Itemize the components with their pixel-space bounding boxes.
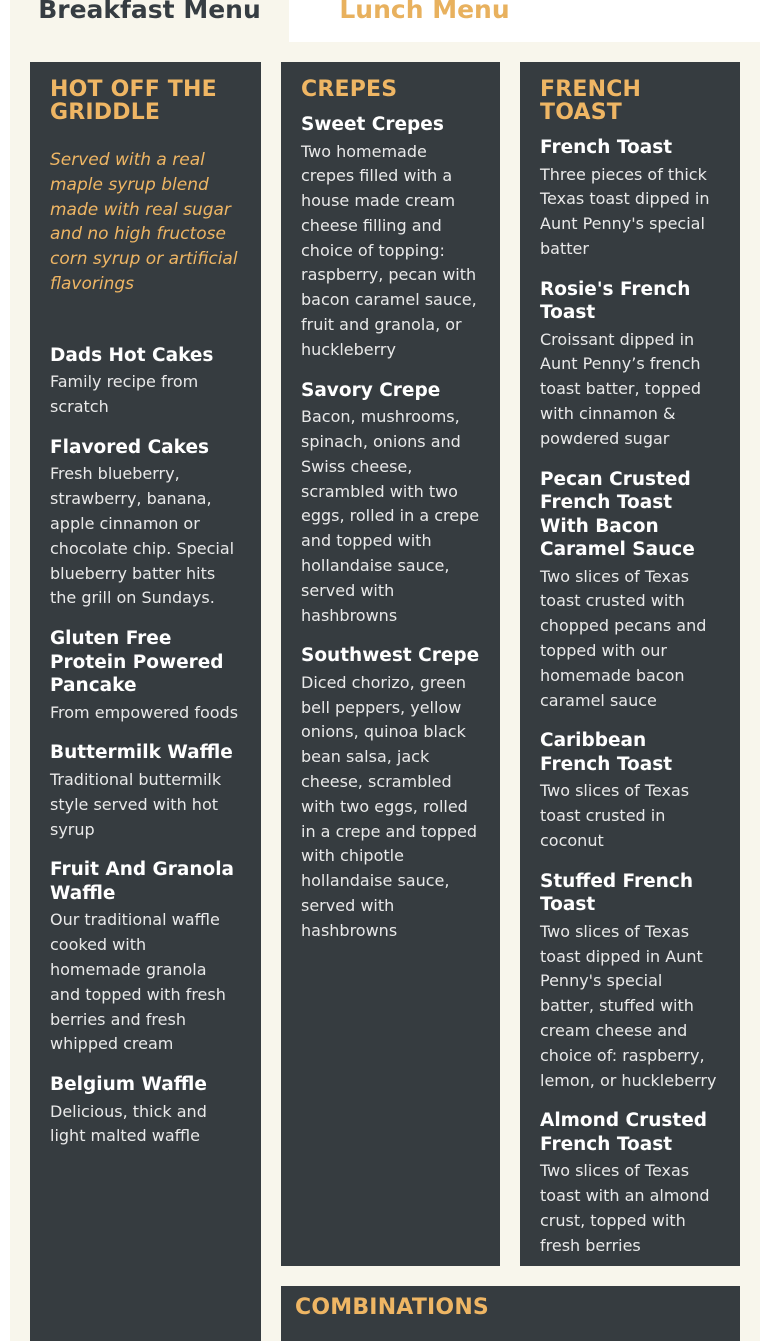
menu-tabs [10, 0, 760, 42]
menu-item-name: Fruit And Granola Waffle [50, 859, 235, 904]
tab-breakfast-menu[interactable]: Breakfast Menu [10, 0, 289, 42]
menu-item-description: From empowered foods [50, 702, 239, 722]
menu-item-description: Traditional buttermilk style served with hot syrup [50, 769, 222, 839]
menu-item-description: Fresh blueberry, strawberry, banana, apple cinnamon or chocolate chip. Special blueberry batter hits the grill on Sundays. [50, 464, 235, 608]
menu-item [540, 870, 720, 1094]
menu-item [301, 644, 480, 943]
section-french-toast [520, 62, 740, 1266]
menu-item [50, 741, 241, 842]
menu-item-name: Stuffed French Toast [540, 870, 693, 916]
section-combinations [281, 1286, 740, 1341]
menu-item-name: Savory Crepe [301, 379, 441, 401]
section-title: FRENCH TOAST [540, 77, 642, 125]
menu-item-description: Family recipe from scratch [50, 372, 199, 417]
menu-item [50, 858, 241, 1057]
menu-item-description: Two homemade crepes filled with a house made cream cheese filling and choice of topping: raspberry, pecan with bacon caramel sauce, fruit and granola, or huckleberry [301, 141, 477, 359]
menu-item-name: Dads Hot Cakes [50, 344, 214, 366]
menu-item [50, 344, 241, 420]
section-crepes [281, 62, 500, 1266]
menu-item-description: Two slices of Texas toast crusted with chopped pecans and topped with our homemade bacon caramel sauce [540, 566, 707, 710]
menu-item-description: Two slices of Texas toast crusted in coconut [540, 781, 690, 851]
menu-item-name: Flavored Cakes [50, 436, 210, 458]
menu-item-description: Diced chorizo, green bell peppers, yellow onions, quinoa black bean salsa, jack cheese, scrambled with two eggs, rolled in a crepe and topped with chipotle hollandaise sauce, served with hashbrowns [301, 672, 478, 940]
section-hot-off-the-griddle [30, 62, 261, 1341]
menu-item-name: Buttermilk Waffle [50, 742, 233, 764]
menu-item-name: Almond Crusted French Toast [540, 1110, 708, 1155]
menu-item [301, 113, 480, 363]
menu-item-description: Croissant dipped in Aunt Penny’s french toast batter, topped with cinnamon & powdered sugar [540, 329, 702, 448]
menu-item-description: Bacon, mushrooms, spinach, onions and Swiss cheese, scrambled with two eggs, rolled in a crepe and topped with hollandaise sauce, served with hashbrowns [301, 407, 480, 625]
menu-item-name: Sweet Crepes [301, 114, 444, 135]
menu-item [540, 136, 720, 262]
menu-item-name: Pecan Crusted French Toast With Bacon Caramel Sauce [540, 468, 695, 561]
menu-item-name: French Toast [540, 137, 673, 158]
menu-item-name: Rosie's French Toast [540, 278, 691, 324]
menu-item [540, 278, 720, 452]
menu-item-description: Three pieces of thick Texas toast dipped in Aunt Penny's special batter [540, 164, 710, 258]
menu-item-name: Southwest Crepe [301, 645, 480, 667]
section-title: CREPES [301, 77, 398, 102]
section-title: HOT OFF THE GRIDDLE [50, 77, 217, 125]
menu-item [540, 468, 720, 714]
menu-item-name: Gluten Free Protein Powered Pancake [50, 628, 224, 697]
menu-item-description: Delicious, thick and light malted waffle [50, 1101, 207, 1146]
menu-item [540, 1109, 720, 1258]
menu-item-description: Our traditional waffle cooked with homemade granola and topped with fresh berries and fresh whipped cream [50, 910, 226, 1054]
menu-item [50, 436, 241, 611]
menu-item [50, 1073, 241, 1149]
tab-lunch-menu[interactable]: Lunch Menu [289, 0, 760, 42]
menu-item-name: Caribbean French Toast [540, 730, 673, 775]
menu-item [540, 729, 720, 853]
menu-item-description: Two slices of Texas toast with an almond crust, topped with fresh berries [540, 1161, 710, 1255]
menu-item-description: Two slices of Texas toast dipped in Aunt Penny's special batter, stuffed with cream cheese and choice of: raspberry, lemon, or huckleberry [540, 921, 717, 1090]
menu-item-name: Belgium Waffle [50, 1074, 207, 1096]
section-title: COMBINATIONS [295, 1295, 489, 1320]
section-note: Served with a real maple syrup blend made with real sugar and no high fructose corn syrup or artificial flavorings [50, 150, 238, 294]
menu-item [50, 627, 241, 725]
menu-item [301, 379, 480, 629]
